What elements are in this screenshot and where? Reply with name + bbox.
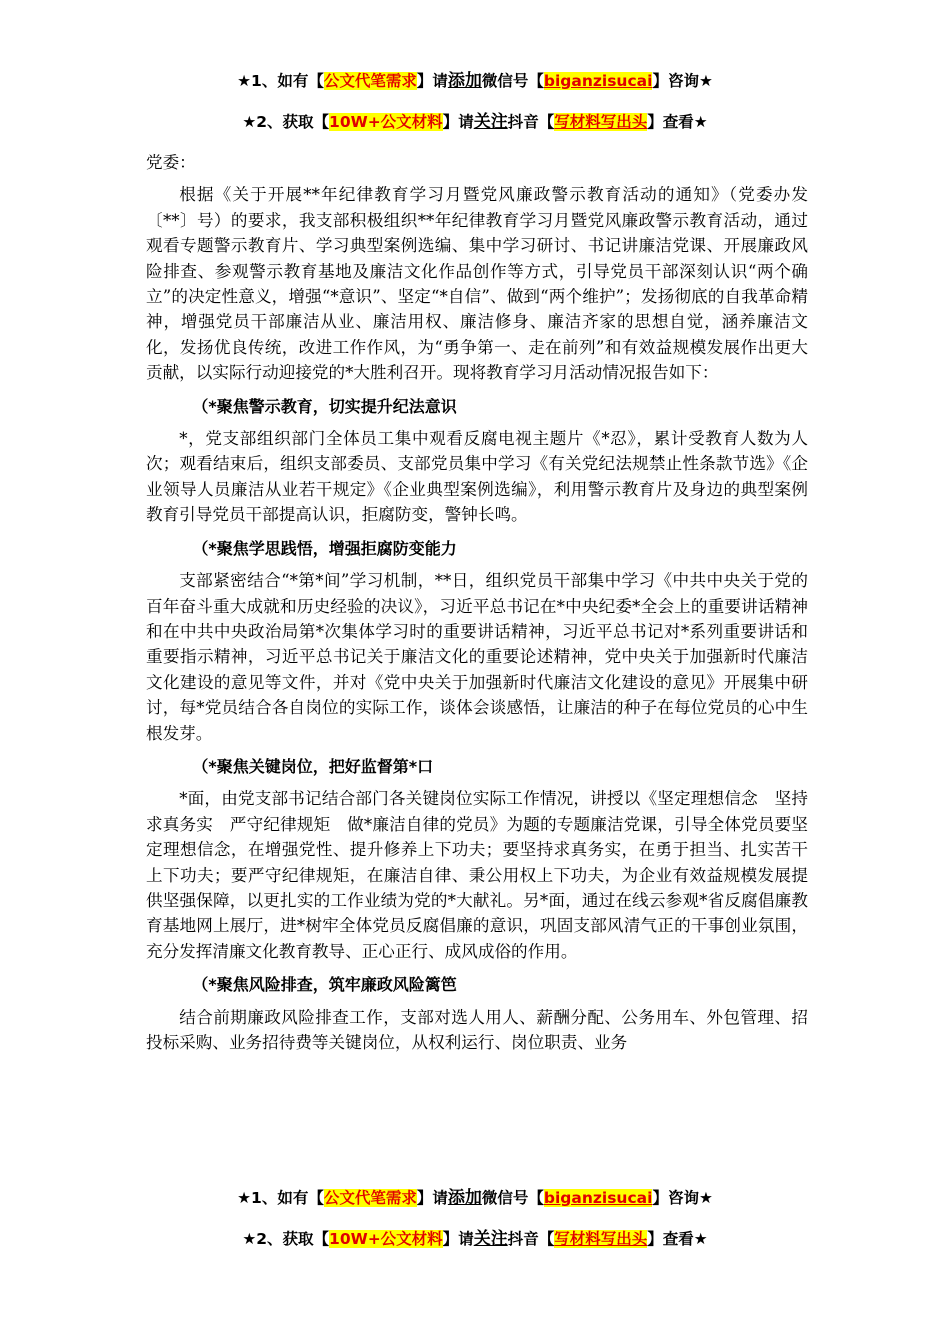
section-body-3: *面，由党支部书记结合部门各关键岗位实际工作情况，讲授以《坚定理想信念 坚持求真务实 严守纪律规矩 做*廉洁自律的党员》为题的专题廉洁党课，引导全体党员要坚定理想信念，在增强党性、提升修养上下功夫；要坚持求真务实，在勇于担当、扎实苦干上下功夫；要严守纪律规矩，在廉洁自律、秉公用权上下功夫，为企业有效益规模发展提供坚强保障，以更扎实的工作业绩为党的*大献礼。另*面，通过在线云参观*省反腐倡廉教育基地网上展厅，进*树牢全体党员反腐倡廉的意识，巩固支部风清气正的干事创业氛围，充分发挥清廉文化教育教导、正心正行、成风成俗的作用。: [146, 789, 808, 961]
salutation: 党委：: [146, 153, 196, 172]
section-body-1: *，党支部组织部门全体员工集中观看反腐电视主题片《*忍》，累计受教育人数为人次；观看结束后，组织支部委员、支部党员集中学习《有关党纪法规禁止性条款节选》《企业领导人员廉洁从业若干规定》《企业典型案例选编》，利用警示教育片及身边的典型案例教育引导党员干部提高认识，拒腐防变，警钟长鸣。: [146, 429, 808, 525]
promo-highlight: 10W+公文材料: [329, 1230, 443, 1248]
promo-highlight: 公文代笔需求: [323, 72, 417, 90]
promo-highlight: 公文代笔需求: [323, 1189, 417, 1207]
promo-line-1-bottom: ★1、如有【公文代笔需求】请添加微信号【biganzisucai】咨询★: [237, 1188, 713, 1208]
douyin-account: 写材料写出头: [554, 113, 648, 131]
promo-emphasis: 关注: [473, 112, 508, 132]
promo-emphasis: 添加: [447, 1188, 482, 1208]
section-body-4: 结合前期廉政风险排查工作，支部对选人用人、薪酬分配、公务用车、外包管理、招投标采购、业务招待费等关键岗位，从权利运行、岗位职责、业务: [146, 1007, 808, 1052]
promo-emphasis: 添加: [447, 71, 482, 91]
douyin-account: 写材料写出头: [554, 1230, 648, 1248]
section-heading-1: （*聚焦警示教育，切实提升纪法意识: [192, 396, 457, 416]
section-body-2: 支部紧密结合“*第*间”学习机制，**日，组织党员干部集中学习《中共中央关于党的百年奋斗重大成就和历史经验的决议》，习近平总书记在*中央纪委*全会上的重要讲话精神和在中共中央政治局第*次集体学习时的重要讲话精神，习近平总书记对*系列重要讲话和重要指示精神，习近平总书记关于廉洁文化的重要论述精神，党中央关于加强新时代廉洁文化建设的意见等文件，并对《党中央关于加强新时代廉洁文化建设的意见》开展集中研讨，每*党员结合各自岗位的实际工作，谈体会谈感悟，让廉洁的种子在每位党员的心中生根发芽。: [146, 571, 808, 743]
wechat-id: biganzisucai: [543, 1189, 653, 1207]
section-heading-2: （*聚焦学思践悟，增强拒腐防变能力: [192, 538, 457, 558]
document-body: [146, 150, 808, 1055]
promo-emphasis: 关注: [473, 1229, 508, 1249]
intro-paragraph: 根据《关于开展**年纪律教育学习月暨党风廉政警示教育活动的通知》（党委办发〔**〕号）的要求，我支部积极组织**年纪律教育学习月暨党风廉政警示教育活动，通过观看专题警示教育片、学习典型案例选编、集中学习研讨、书记讲廉洁党课、开展廉政风险排查、参观警示教育基地及廉洁文化作品创作等方式，引导党员干部深刻认识“两个确立”的决定性意义，增强“*意识”、坚定“*自信”、做到“两个维护”；发扬彻底的自我革命精神，增强党员干部廉洁从业、廉洁用权、廉洁修身、廉洁齐家的思想自觉，涵养廉洁文化，发扬优良传统，改进工作作风，为“勇争第一、走在前列”和有效益规模发展作出更大贡献，以实际行动迎接党的*大胜利召开。现将教育学习月活动情况报告如下：: [146, 185, 808, 383]
section-heading-4: （*聚焦风险排查，筑牢廉政风险篱笆: [192, 975, 457, 995]
promo-highlight: 10W+公文材料: [329, 113, 443, 131]
section-heading-3: （*聚焦关键岗位，把好监督第*口: [192, 756, 434, 776]
promo-line-2-bottom: ★2、获取【10W+公文材料】请关注抖音【写材料写出头】查看★: [242, 1229, 708, 1249]
wechat-id: biganzisucai: [543, 72, 653, 90]
promo-line-2-top: ★2、获取【10W+公文材料】请关注抖音【写材料写出头】查看★: [242, 112, 708, 132]
promo-line-1-top: ★1、如有【公文代笔需求】请添加微信号【biganzisucai】咨询★: [237, 71, 713, 91]
